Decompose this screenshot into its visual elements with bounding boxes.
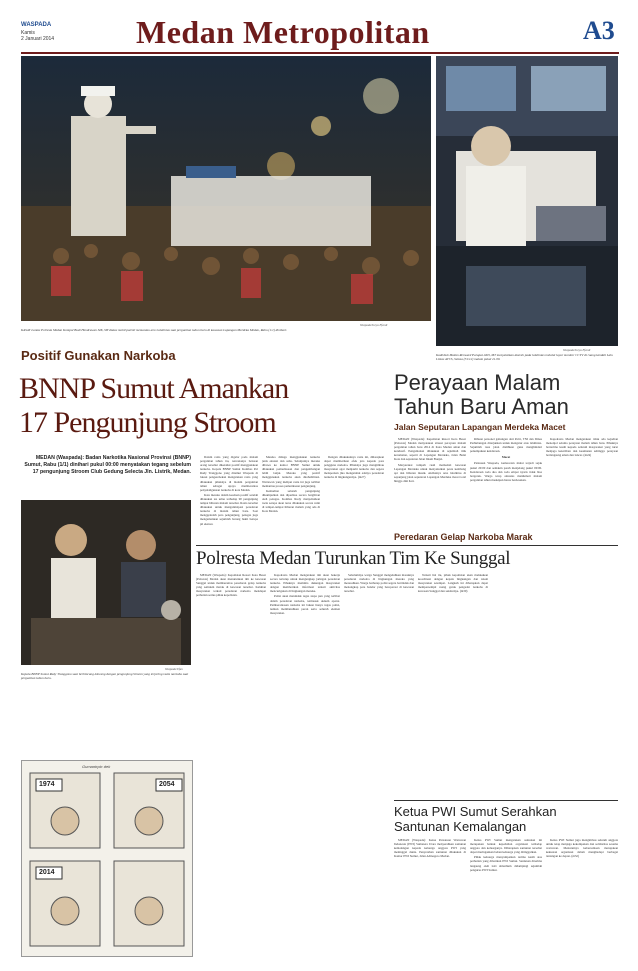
raid-illustration xyxy=(21,500,191,665)
perayaan-column-3 xyxy=(546,437,618,697)
peredaran-body-2: Kapolresta Medan mengatakan tim akan bekerja secara tertutup untuk mengungkap jaringan peredaran narkoba. Pihaknya meminta dukungan masyarakat dengan memberikan informasi terkait aktivitas mencurigakan di lingkungan mereka. xyxy=(270,573,340,594)
peredaran-kicker: Peredaran Gelap Narkoba Marak xyxy=(394,532,533,542)
cartoon-year-bottom-left: 2014 xyxy=(39,869,55,876)
peredaran-body-4: Sebelumnya warga Sunggal mengeluhkan maraknya peredaran narkoba di lingkungan mereka yang meresahkan. Warga berharap polisi segera bertindak dan menangkap para bandar yang beroperasi di kawasan tersebut. xyxy=(344,573,414,594)
section-title: Medan Metropolitan xyxy=(136,14,430,50)
pwi-column-2 xyxy=(470,838,542,960)
peredaran-column-3 xyxy=(344,573,414,797)
peredaran-body-3: Polisi akan menindak tegas siapa pun yang terlibat dalam peredaran narkoba, termasuk oknum aparat. Pemberantasan narkoba ini bukan hanya tugas polisi, namun membutuhkan peran serta seluruh elemen masyarakat. xyxy=(270,594,340,615)
pwi-top-rule xyxy=(394,800,618,801)
bnnp-body-2: Kata mereka dalam keadaan positif setelah dilakukan tes urine terhadap 90 pengunjung tempat hiburan malam tersebut. Razia tersebut dilakukan untuk mengantisipasi peredaran narkoba di malam tahun baru. Saat menggeledah para pengunjung, petugas juga mengamankan sejumlah barang bukti berupa pil ekstasi. xyxy=(200,492,258,526)
peredaran-body-5: Terkait hal itu, pihak kepolisian akan melakukan koordinasi dengan kepala lingkungan dan tokoh masyarakat setempat. Langkah ini diharapkan dapat mempersempit ruang gerak pengedar narkoba di kawasan Sunggal dan sekitarnya. (m39) xyxy=(418,573,488,594)
perayaan-headline-line2: Tahun Baru Aman xyxy=(394,394,569,419)
pwi-column-3 xyxy=(546,838,618,960)
peredaran-headline: Polresta Medan Turunkan Tim Ke Sunggal xyxy=(196,548,511,569)
perayaan-body-2: Masyarakat tumpah ruah memadati kawasan Lapangan Merdeka untuk menyaksikan pesta kembang api dan hiburan musik. Akibatnya arus lalulintas di sepanjang jalan seputaran Lapangan Merdeka macet total hingga dini hari. xyxy=(394,462,466,483)
bnnp-body-4: Kemudian seluruh pengunjung dikumpulkan dan diperiksa secara bergiliran oleh petugas. Kombes Rudy menyebutkan razia serupa akan terus dilakukan secara rutin di tempat-tempat hiburan malam yang ada di Kota Medan. xyxy=(262,488,320,514)
photo-credit-top-left: Waspada/Surya Efendi xyxy=(360,323,388,327)
bnnp-lead: MEDAN (Waspada): Badan Narkotika Nasional Provinsi (BNNP) Sumut, Rabu (1/1) dinihari pukul 00:00 menyatakan tegang sebelum 17 pengunjung Stroom Club Gedung Selecta Jln. Listrik, Medan. xyxy=(24,455,191,476)
page-number: A3 xyxy=(583,16,615,45)
perayaan-body-4: Pantauan Waspada, kemacetan mulai terjadi sejak pukul 20:00 dan semakin parah menjelang pukul 00:00. Kendaraan roda dua dan roda empat nyaris tidak bisa bergerak. Warga tetap antusias menikmati malam pergantian tahun meskipun harus berdesakan. xyxy=(470,461,542,482)
control-room-illustration xyxy=(436,56,618,346)
bnnp-body-1: Dalam razia yang digelar pada malam pergantian tahun itu, rencananya belasan orang tersebut diketahui positif menggunakan narkoba. Kepala BNNP Sumut Kombes Pol Rudy Tranggono yang ditemui Waspada di lokasi pengerebekan mengatakan razia yang dilakukan pihaknya di malam pergantian tahun sebagai upaya memberantas penyalahgunaan narkoba di kota Medan. xyxy=(200,455,258,492)
cartoon-year-right: 2054 xyxy=(159,781,175,788)
perayaan-body-1: MEDAN (Waspada): Kepolisian Resort Kota Besar (Polresta) Medan menyatakan situasi perayaan malam pergantian tahun baru 2014 di Kota Medan aman dan kondusif. Pengamanan dilakukan di sejumlah titik keramaian, seperti di Lapangan Merdeka, Jalan Balai Kota dan seputaran Jalan Imam Bonjol. xyxy=(394,437,466,462)
masthead-paper-name: WASPADA xyxy=(21,22,52,28)
perayaan-subhead-macet: Macet xyxy=(501,455,511,460)
photo-caption-bnnp: Kepala BNNP Sumut Rudy Tranggono saat berbincang-bincang dengan pengunjung Stroom yang terjaring razia narkoba saat pergantian tahun baru. xyxy=(21,672,189,681)
photo-traffic-police xyxy=(21,56,431,321)
pwi-body-2: Ketua PWI Sumut mengatakan santunan ini merupakan bentuk kepedulian organisasi terhadap anggota dan keluarganya. Diharapkan santunan tersebut dapat meringankan beban keluarga yang ditinggalkan. xyxy=(470,838,542,855)
cartoon-panel xyxy=(21,760,193,957)
photo-credit-top-right: Waspada/Surya Efendi xyxy=(563,348,591,352)
cartoon-year-left: 1974 xyxy=(39,781,55,788)
masthead-day: Kamis xyxy=(21,30,35,36)
perayaan-subtitle: Jalan Seputaran Lapangan Merdeka Macet xyxy=(394,422,566,432)
pwi-body-4: Ketua PWI Sumut juga mengimbau seluruh anggota untuk tetap menjaga kekompakan dan solidaritas sesama wartawan. Menurutnya kebersamaan merupakan kekuatan organisasi dalam menghadapi berbagai tantangan ke depan. (m32) xyxy=(546,838,618,859)
peredaran-column-2 xyxy=(270,573,340,797)
masthead-rule xyxy=(21,52,619,54)
perayaan-headline-line1: Perayaan Malam xyxy=(394,370,561,395)
peredaran-column-1 xyxy=(196,573,266,797)
perayaan-body-5: Kapolresta Medan mengatakan tidak ada kejadian menonjol selama perayaan malam tahun baru. Pihaknya berterima kasih kepada seluruh masyarakat yang turut menjaga ketertiban dan keamanan sehingga perayaan berlangsung aman dan lancar. (m24) xyxy=(546,437,618,458)
bnnp-body-3: Mereka diduga menggunakan narkoba jenis ekstasi dan sabu. Selanjutnya mereka dibawa ke kantor BNNP Sumut untuk dilakukan pemeriksaan dan pengembangan lebih lanjut. Mereka yang positif menggunakan narkoba akan direhabilitasi. Wartawan yang meliput razia ini juga terlihat memantau proses pemeriksaan pengunjung. xyxy=(262,455,320,488)
photo-caption-top-left: KASAT Lantas Polresta Medan Kompol Budi Hendrawan SIK, SH diatas mobil patroli memantau arus lalulintas saat pergantian tahun baru di kawasan Lapangan Merdeka Medan, Rabu (1/1) dinihari. xyxy=(21,328,288,332)
masthead-date: 2 Januari 2014 xyxy=(21,36,55,42)
pwi-headline-line2: Santunan Kemalangan xyxy=(394,819,527,834)
bnnp-body-5: Dengan dilakukannya razia ini, diharapkan dapat memberikan efek jera kepada para pengguna narkoba. Pihaknya juga mengimbau masyarakat agar menjauhi narkoba dan segera melaporkan jika mengetahui adanya peredaran narkoba di lingkungannya. (m27) xyxy=(324,455,384,480)
photo-cctv-monitor xyxy=(436,56,618,346)
bnnp-headline-line2: 17 Pengunjung Stroom xyxy=(19,406,276,439)
bnnp-headline-line1: BNNP Sumut Amankan xyxy=(19,372,289,405)
peredaran-column-4 xyxy=(418,573,488,797)
peredaran-top-rule xyxy=(196,545,618,546)
pwi-body-1: MEDAN (Waspada): Ketua Persatuan Wartawan Indonesia (PWI) Sumatera Utara menyerahkan santunan kemalangan kepada keluarga anggota PWI yang meninggal dunia. Penyerahan santunan dilakukan di Kantor PWI Sumut, Jalan Adinegoro Medan. xyxy=(394,838,466,859)
pwi-body-3: Pihak keluarga menyampaikan terima kasih atas perhatian yang diberikan PWI Sumut. Santunan diterima langsung oleh istri almarhum didampingi sejumlah pengurus PWI Sumut. xyxy=(470,855,542,872)
pwi-column-1 xyxy=(394,838,466,960)
peredaran-body-1: MEDAN (Waspada): Kepolisian Resort Kota Besar (Polresta) Medan akan menurunkan tim ke kawasan Sunggal untuk memberantas peredaran gelap narkoba yang semakin marak di kawasan tersebut. Keluhan masyarakat terkait peredaran narkoba mendapat perhatian serius pihak kepolisian. xyxy=(196,573,266,598)
bnnp-kicker: Positif Gunakan Narkoba xyxy=(21,348,176,363)
perayaan-body-3: Ribuan personel gabungan dari Polri, TNI dan Dinas Perhubungan diterjunkan untuk mengatur arus lalulintas. Sejumlah ruas jalan dialihkan guna menghindari penumpukan kendaraan. xyxy=(470,437,542,454)
photo-caption-top-right: Kadishub Medan Renward Parapat ATD, MT menyaksikan daerah pada lalulintas melalui layar monitor CCTV di ruang kendali Lalu Lintas ATCS, Selasa (31/12) malam pukul 21.00. xyxy=(436,353,613,362)
cartoon-drawing xyxy=(22,761,192,956)
photo-bnnp-raid xyxy=(21,500,191,665)
pwi-headline-line1: Ketua PWI Sumut Serahkan xyxy=(394,804,557,819)
photo-credit-bnnp: Waspada/Irfan xyxy=(165,667,183,671)
cartoon-caption: Gumantrpic dek xyxy=(82,764,111,769)
night-crowd-illustration xyxy=(21,56,431,321)
